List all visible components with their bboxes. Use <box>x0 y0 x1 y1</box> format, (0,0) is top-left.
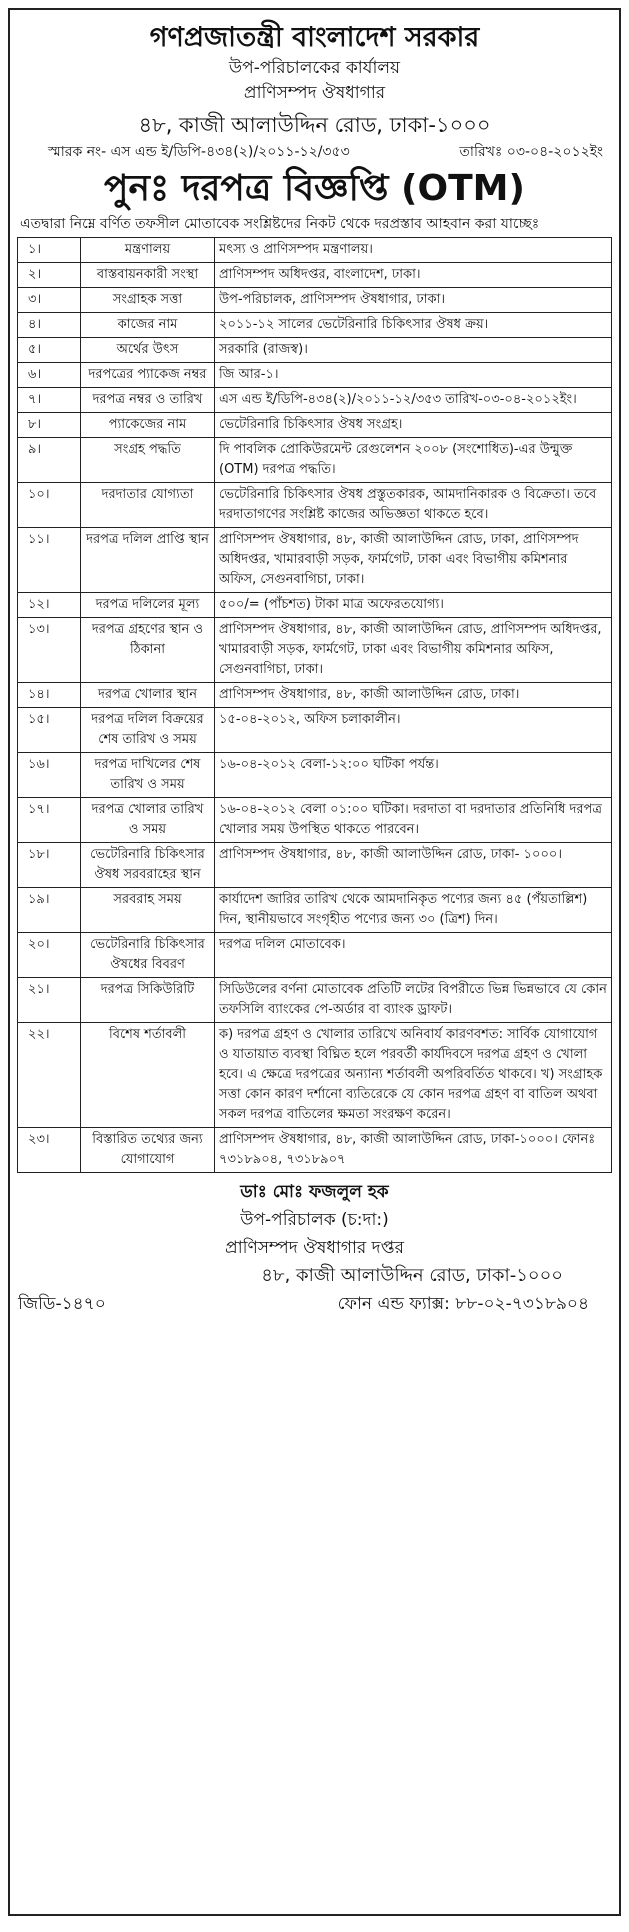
table-row <box>18 238 612 263</box>
row-field: দরপত্র খোলার তারিখ ও সময় <box>81 798 215 843</box>
intro-text: এতদ্বারা নিম্নে বর্ণিত তফসীল মোতাবেক সংশ্লিষ্টদের নিকট থেকে দরপ্রস্তাব আহবান করা যাচ্ছেঃ <box>20 216 540 232</box>
row-number: ৭। <box>18 388 81 413</box>
table-row <box>18 593 612 618</box>
table-row <box>18 263 612 288</box>
row-value: মৎস্য ও প্রাণিসম্পদ মন্ত্রণালয়। <box>215 238 612 263</box>
notice-title: পুনঃ দরপত্র বিজ্ঞপ্তি (OTM) <box>104 168 525 209</box>
row-field: বাস্তবায়নকারী সংস্থা <box>81 263 215 288</box>
row-value: প্রাণিসম্পদ ঔষধাগার, ৪৮, কাজী আলাউদ্দিন রোড, প্রাণিসম্পদ অধিদপ্তর, খামারবাড়ী সড়ক, ফার্মগেট, ঢাকা এবং বিভাগীয় কমিশনার অফিস, সেগুনবাগিচা, ঢাকা। <box>215 618 612 683</box>
row-field: সংগ্রাহক সত্তা <box>81 288 215 313</box>
row-number: ২০। <box>18 933 81 978</box>
row-field: দরপত্র দাখিলের শেষ তারিখ ও সময় <box>81 753 215 798</box>
row-field: বিস্তারিত তথ্যের জন্য যোগাযোগ <box>81 1128 215 1173</box>
office-name: উপ-পরিচালকের কার্যালয় <box>228 58 401 78</box>
phone-fax: ফোন এন্ড ফ্যাক্স: ৮৮-০২-৭৩১৮৯০৪ <box>337 1294 589 1314</box>
row-value: ১৫-০৪-২০১২, অফিস চলাকালীন। <box>215 708 612 753</box>
row-field: সংগ্রহ পদ্ধতি <box>81 438 215 483</box>
row-field: ভেটেরিনারি চিকিৎসার ঔষধ সরবরাহের স্থান <box>81 843 215 888</box>
row-value: সিডিউলের বর্ণনা মোতাবেক প্রতিটি লটের বিপরীতে ভিন্ন ভিন্নভাবে যে কোন তফসিলি ব্যাংকের পে-অর্ডার বা ব্যাংক ড্রাফট। <box>215 978 612 1023</box>
table-row <box>18 388 612 413</box>
table-row <box>18 708 612 753</box>
table-row <box>18 753 612 798</box>
table-row <box>18 483 612 528</box>
row-field: দরপত্র নম্বর ও তারিখ <box>81 388 215 413</box>
row-field: দরপত্র খোলার স্থান <box>81 683 215 708</box>
row-value: প্রাণিসম্পদ ঔষধাগার, ৪৮, কাজী আলাউদ্দিন রোড, ঢাকা, প্রাণিসম্পদ অধিদপ্তর, খামারবাড়ী সড়ক, ফার্মগেট, ঢাকা এবং বিভাগীয় কমিশনার অফিস, সেগুনবাগিচা, ঢাকা। <box>215 528 612 593</box>
row-number: ১১। <box>18 528 81 593</box>
row-number: ৬। <box>18 363 81 388</box>
table-row <box>18 978 612 1023</box>
row-number: ৫। <box>18 338 81 363</box>
table-row <box>18 618 612 683</box>
row-field: মন্ত্রণালয় <box>81 238 215 263</box>
row-number: ৯। <box>18 438 81 483</box>
row-value: সরকারি (রাজস্ব)। <box>215 338 612 363</box>
unit-name: প্রাণিসম্পদ ঔষধাগার <box>243 83 386 103</box>
row-number: ১। <box>18 238 81 263</box>
signatory-designation: উপ-পরিচালক (চ:দা:) <box>240 1210 389 1230</box>
row-field: দরদাতার যোগ্যতা <box>81 483 215 528</box>
row-number: ২৩। <box>18 1128 81 1173</box>
memo-row <box>10 142 619 162</box>
row-number: ১৬। <box>18 753 81 798</box>
row-value: এস এন্ড ই/ডিপি-৪৩৪(২)/২০১১-১২/৩৫৩ তারিখ-০৩-০৪-২০১২ইং। <box>215 388 612 413</box>
row-value: কার্যাদেশ জারির তারিখ থেকে আমদানিকৃত পণ্যের জন্য ৪৫ (পঁয়তাল্লিশ) দিন, স্থানীয়ভাবে সংগৃহীত পণ্যের জন্য ৩০ (ত্রিশ) দিন। <box>215 888 612 933</box>
row-value: ভেটেরিনারি চিকিৎসার ঔষধ সংগ্রহ। <box>215 413 612 438</box>
table-row <box>18 1128 612 1173</box>
table-row <box>18 1023 612 1128</box>
table-row <box>18 413 612 438</box>
row-number: ২। <box>18 263 81 288</box>
row-number: ১২। <box>18 593 81 618</box>
row-value: জি আর-১। <box>215 363 612 388</box>
row-field: অর্থের উৎস <box>81 338 215 363</box>
row-value: প্রাণিসম্পদ ঔষধাগার, ৪৮, কাজী আলাউদ্দিন রোড, ঢাকা-১০০০। ফোনঃ ৭৩১৮৯০৪, ৭৩১৮৯০৭ <box>215 1128 612 1173</box>
row-value: ভেটেরিনারি চিকিৎসার ঔষধ প্রস্তুতকারক, আমদানিকারক ও বিক্রেতা। তবে দরদাতাগণের সংশ্লিষ্ট কাজের অভিজ্ঞতা থাকতে হবে। <box>215 483 612 528</box>
table-row <box>18 843 612 888</box>
row-value: ৫০০/= (পাঁচশত) টাকা মাত্র অফেরতযোগ্য। <box>215 593 612 618</box>
row-value: ক) দরপত্র গ্রহণ ও খোলার তারিখে অনিবার্য কারণবশত: সার্বিক যোগাযোগ ও যাতায়াত ব্যবস্থা বিঘ্নিত হলে পরবর্তী কার্যদিবসে দরপত্র গ্রহণ ও খোলা হবে। এ ক্ষেত্রে দরপত্রের অন্যান্য শর্তাবলী অপরিবর্তিত থাকবে। খ) সংগ্রাহক সত্তা কোন কারণ দর্শানো ব্যতিরেকে যে কোন দরপত্র গ্রহণ বা বাতিল অথবা সকল দরপত্র বাতিলের ক্ষমতা সংরক্ষণ করেন। <box>215 1023 612 1128</box>
table-row <box>18 313 612 338</box>
row-value: ১৬-০৪-২০১২ বেলা ০১:০০ ঘটিকা। দরদাতা বা দরদাতার প্রতিনিধি দরপত্র খোলার সময় উপস্থিত থাকতে পারবেন। <box>215 798 612 843</box>
table-row <box>18 683 612 708</box>
footer-row <box>10 1290 619 1318</box>
row-value: ১৬-০৪-২০১২ বেলা-১২:০০ ঘটিকা পর্যন্ত। <box>215 753 612 798</box>
row-value: প্রাণিসম্পদ ঔষধাগার, ৪৮, কাজী আলাউদ্দিন রোড, ঢাকা। <box>215 683 612 708</box>
row-value: প্রাণিসম্পদ অধিদপ্তর, বাংলাদেশ, ঢাকা। <box>215 263 612 288</box>
row-number: ১৭। <box>18 798 81 843</box>
table-row <box>18 528 612 593</box>
row-field: ভেটেরিনারি চিকিৎসার ঔষধের বিবরণ <box>81 933 215 978</box>
row-field: দরপত্র দলিলের মূল্য <box>81 593 215 618</box>
table-row <box>18 888 612 933</box>
memo-date: তারিখঃ ০৩-০৪-২০১২ইং <box>459 144 603 160</box>
table-row <box>18 438 612 483</box>
row-number: ৩। <box>18 288 81 313</box>
signatory-office: প্রাণিসম্পদ ঔষধাগার দপ্তর <box>225 1238 404 1258</box>
tender-notice <box>8 8 621 1916</box>
gd-number: জিডি-১৪৭০ <box>18 1294 106 1314</box>
tender-schedule-table <box>17 237 612 1173</box>
table-row <box>18 288 612 313</box>
row-number: ২১। <box>18 978 81 1023</box>
footer-address-row <box>10 1262 619 1290</box>
table-row <box>18 798 612 843</box>
row-number: ১৮। <box>18 843 81 888</box>
row-number: ১৯। <box>18 888 81 933</box>
row-number: ৪। <box>18 313 81 338</box>
signatory-name: ডাঃ মোঃ ফজলুল হক <box>240 1182 389 1202</box>
office-address: ৪৮, কাজী আলাউদ্দিন রোড, ঢাকা-১০০০ <box>138 113 491 137</box>
row-value: ২০১১-১২ সালের ভেটেরিনারি চিকিৎসার ঔষধ ক্রয়। <box>215 313 612 338</box>
row-field: দরপত্র দলিল বিক্রয়ের শেষ তারিখ ও সময় <box>81 708 215 753</box>
row-field: দরপত্র গ্রহণের স্থান ও ঠিকানা <box>81 618 215 683</box>
table-row <box>18 363 612 388</box>
row-number: ১০। <box>18 483 81 528</box>
row-value: উপ-পরিচালক, প্রাণিসম্পদ ঔষধাগার, ঢাকা। <box>215 288 612 313</box>
table-row <box>18 933 612 978</box>
row-value: দরপত্র দলিল মোতাবেক। <box>215 933 612 978</box>
memo-number: স্মারক নং- এস এন্ড ই/ডিপি-৪৩৪(২)/২০১১-১২/৩৫৩ <box>48 144 350 160</box>
row-value: প্রাণিসম্পদ ঔষধাগার, ৪৮, কাজী আলাউদ্দিন রোড, ঢাকা- ১০০০। <box>215 843 612 888</box>
signatory-address: ৪৮, কাজী আলাউদ্দিন রোড, ঢাকা-১০০০ <box>261 1265 563 1286</box>
row-field: কাজের নাম <box>81 313 215 338</box>
table-row <box>18 338 612 363</box>
row-field: দরপত্র দলিল প্রাপ্তি স্থান <box>81 528 215 593</box>
row-number: ২২। <box>18 1023 81 1128</box>
row-number: ১৩। <box>18 618 81 683</box>
row-field: দরপত্রের প্যাকেজ নম্বর <box>81 363 215 388</box>
row-number: ১৪। <box>18 683 81 708</box>
row-field: দরপত্র সিকিউরিটি <box>81 978 215 1023</box>
row-number: ৮। <box>18 413 81 438</box>
row-number: ১৫। <box>18 708 81 753</box>
row-field: সরবরাহ সময় <box>81 888 215 933</box>
row-field: বিশেষ শর্তাবলী <box>81 1023 215 1128</box>
government-title: গণপ্রজাতন্ত্রী বাংলাদেশ সরকার <box>149 22 480 53</box>
row-value: দি পাবলিক প্রোকিউরমেন্ট রেগুলেশন ২০০৮ (সংশোধিত)-এর উন্মুক্ত (OTM) দরপত্র পদ্ধতি। <box>215 438 612 483</box>
row-field: প্যাকেজের নাম <box>81 413 215 438</box>
